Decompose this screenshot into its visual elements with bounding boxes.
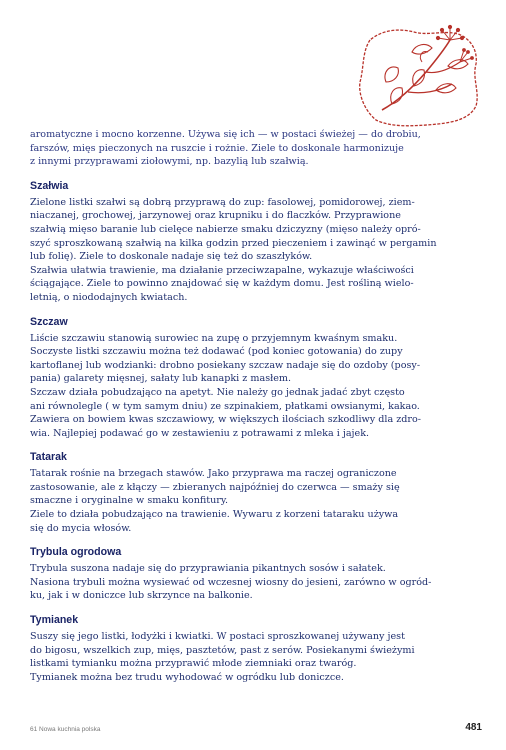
section-text: Trybula suszona nadaje się do przyprawiania pikantnych sosów i sałatek. Nasiona trybuli można wysiewać od wczesnej wiosny do jesieni, zarówno w ogród- ku, jak i w doniczce lub skrzynce na balkonie.	[30, 563, 432, 602]
page-number: 481	[465, 722, 482, 733]
section-heading: Trybula ogrodowa	[30, 546, 122, 559]
section-szalwia	[30, 180, 482, 305]
section-text: Liście szczawiu stanowią surowiec na zupę o przyjemnym kwaśnym smaku. Soczyste listki szczawiu można też dodawać (pod koniec gotowania) do zupy kartoflanej lub wodzianki: drobno posiekany szczaw nadaje się do ozdoby (posy- pania) galarety mięsnej, sałaty lub kanapki z masłem. Szczaw działa pobudzająco na apetyt. Nie należy go jednak jadać zbyt często ani równolegle ( w tym samym dniu) ze szpinakiem, płatkami owsianymi, kakao. Zawiera on bowiem kwas szczawiowy, w większych ilościach szkodliwy dla zdro- wia. Najlepiej podawać go w zestawieniu z potrawami z mleka i jajek.	[30, 332, 422, 439]
section-text: Tatarak rośnie na brzegach stawów. Jako przyprawa ma raczej ograniczone zastosowanie, ale z kłączy — zbieranych najpóźniej do czerwca — smaży się smaczne i oryginalne w smaku konfitury. Ziele to działa pobudzająco na trawienie. Wywaru z korzeni tataraku używa się do mycia włosów.	[30, 468, 400, 534]
section-heading: Tatarak	[30, 451, 67, 464]
section-heading: Szałwia	[30, 179, 69, 192]
section-text: Zielone listki szałwi są dobrą przyprawą do zup: fasolowej, pomidorowej, ziem- niaczanej, grochowej, jarzynowej oraz krupniku i do flaczków. Przyprawione szałwią mięso baranie lub cielęce nabierze smaku dziczyzny (mięso należy opró- szyć sproszkowaną szałwią na kilka godzin przed pieczeniem i zawinąć w pergamin lub folię). Ziele to doskonale nadaje się też do szaszłyków. Szałwia ułatwia trawienie, ma działanie przeciwzapalne, wykazuje właściwości ściągające. Ziele to powinno znajdować się w każdym domu. Jest rośliną wielo- letnią, o niododajnych kwiatach.	[30, 196, 437, 303]
herb-branch-illustration	[352, 22, 482, 132]
section-heading: Tymianek	[30, 614, 79, 627]
footer-book-title: 61 Nowa kuchnia polska	[30, 726, 101, 733]
section-tymianek	[30, 614, 482, 684]
intro-paragraph: aromatyczne i mocno korzenne. Używa się ich — w postaci świeżej — do drobiu, farszów, mięs pieczonych na ruszcie i rożnie. Ziele to doskonale harmonizuje z innymi przyprawami ziołowymi, np. bazylią lub szałwią.	[30, 129, 421, 168]
section-trybula	[30, 546, 482, 603]
section-tatarak	[30, 451, 482, 535]
page-content	[30, 128, 482, 684]
section-heading: Szczaw	[30, 315, 68, 328]
section-szczaw	[30, 316, 482, 441]
section-text: Suszy się jego listki, łodyżki i kwiatki. W postaci sproszkowanej używany jest do bigosu, wszelkich zup, mięs, pasztetów, past z serów. Posiekanymi świeżymi listkami tymianku można przyprawić młode ziemniaki oraz twaróg. Tymianek można bez trudu wyhodować w ogródku lub doniczce.	[30, 631, 415, 683]
